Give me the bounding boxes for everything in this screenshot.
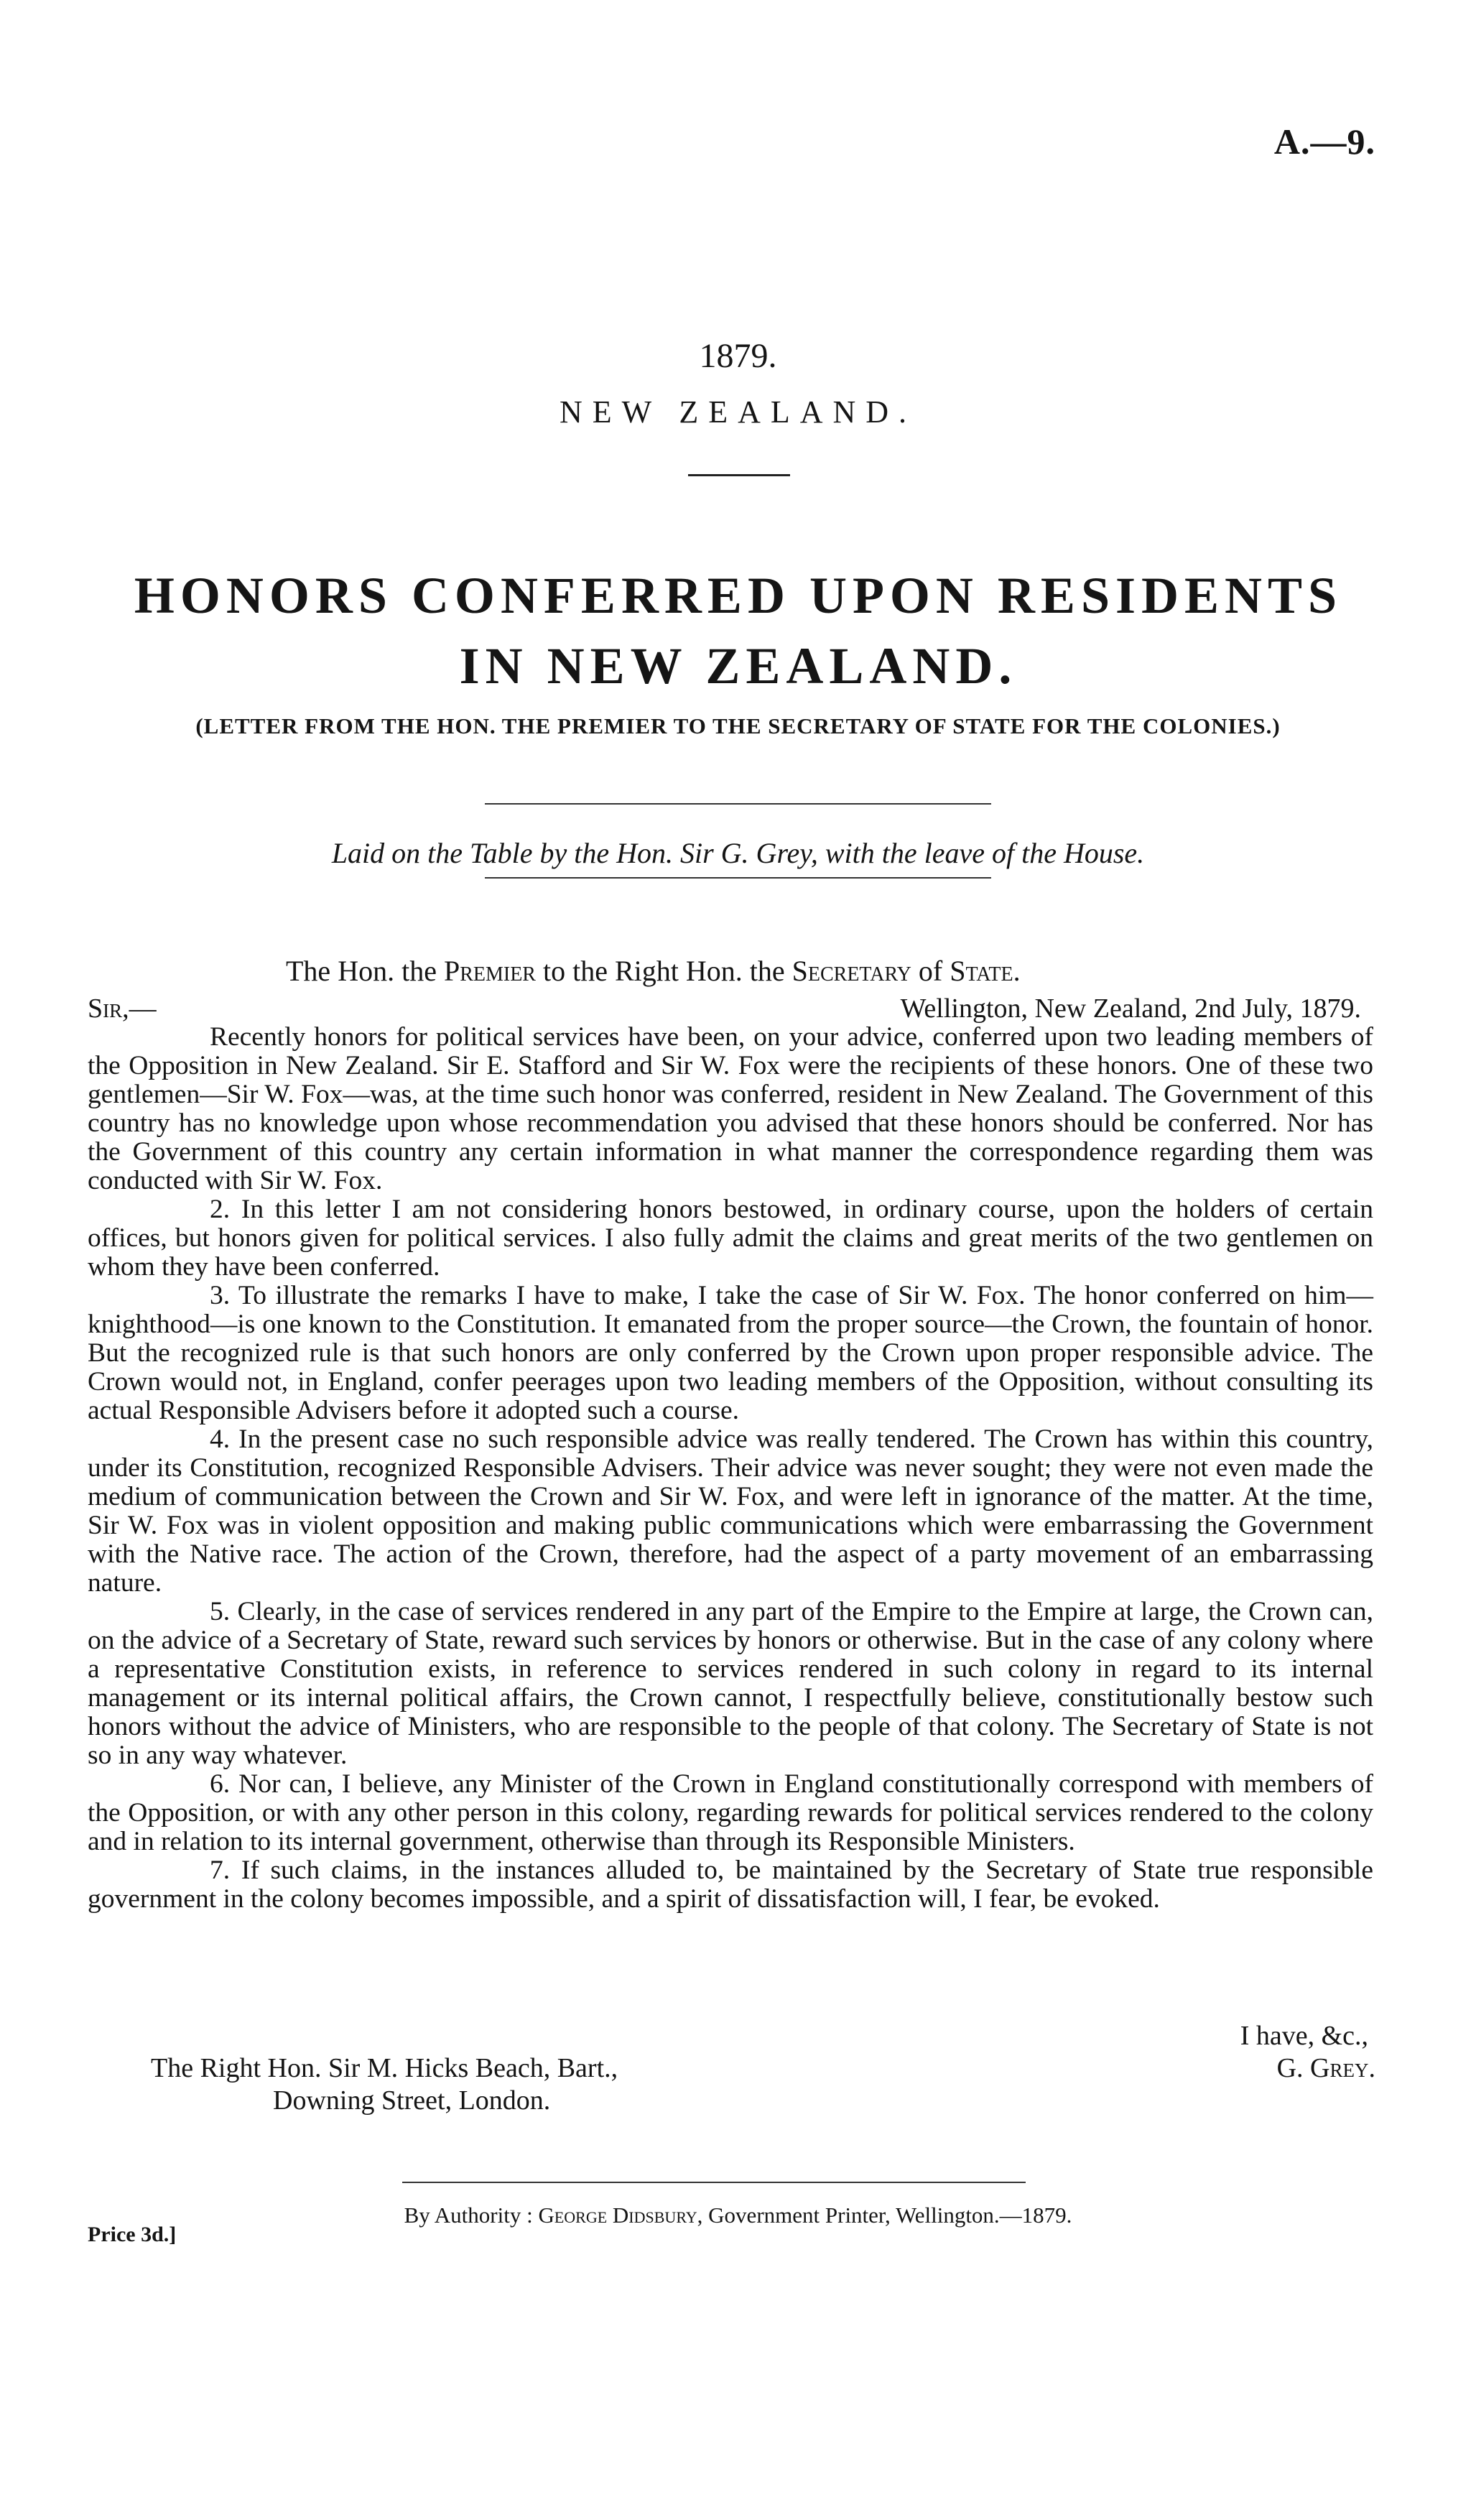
- paragraph: 6. Nor can, I believe, any Minister of the Crown in England constitutionally correspond with members of the Opposition, or with any other person in this colony, regarding rewards for political services rendered to the colony and in relation to its internal government, otherwise than through its Responsible Ministers.: [88, 1769, 1373, 1856]
- divider: [485, 877, 991, 879]
- paragraph: 4. In the present case no such responsible advice was really tendered. The Crown has within this country, under its Constitution, recognized Responsible Advisers. Their advice was never sought; they were not even made the medium of communication between the Crown and Sir W. Fox, and were left in ignorance of the matter. At the time, Sir W. Fox was in violent opposition and making public communications which were embarrassing the Government with the Native race. The action of the Crown, therefore, had the aspect of a party movement of an embarrassing nature.: [88, 1425, 1373, 1598]
- paragraph: Recently honors for political services have been, on your advice, conferred upon two leading members of the Opposition in New Zealand. Sir E. Stafford and Sir W. Fox were the recipients of these honors. One of these two gentlemen—Sir W. Fox—was, at the time such honor was conferred, resident in New Zealand. The Government of this country has no knowledge upon whose recommendation you advised that these honors should be conferred. Nor has the Government of this country any certain information in what manner the correspondence regarding them was conducted with Sir W. Fox.: [88, 1022, 1373, 1195]
- paragraph: 2. In this letter I am not considering honors bestowed, in ordinary course, upon the holders of certain offices, but honors given for political services. I also fully admit the claims and great merits of the two gentlemen on whom they have been conferred.: [88, 1195, 1373, 1282]
- letter-heading: [286, 954, 1021, 988]
- authority-prefix: By Authority :: [404, 2202, 533, 2228]
- paragraph: 7. If such claims, in the instances alluded to, be maintained by the Secretary of State true responsible government in the colony becomes impossible, and a spirit of dissatisfaction will, I fear, be evoked.: [88, 1856, 1373, 1914]
- heading-of: of: [918, 955, 943, 987]
- printer-name: George Didsbury,: [538, 2202, 703, 2228]
- printer-line: [0, 2202, 1476, 2228]
- closing: I have, &c.,: [1240, 2021, 1368, 2051]
- dateline: Wellington, New Zealand, 2nd July, 1879.: [900, 993, 1361, 1024]
- letter-body: [88, 1023, 1373, 1914]
- document-title: HONORS CONFERRED UPON RESIDENTS IN NEW ZEALAND.: [134, 567, 1343, 695]
- laid-on-table-note: Laid on the Table by the Hon. Sir G. Grey, with the leave of the House.: [331, 837, 1145, 869]
- heading-prefix: The Hon. the: [286, 955, 437, 987]
- country: NEW ZEALAND.: [559, 394, 917, 430]
- addressee-address: Downing Street, London.: [273, 2085, 551, 2116]
- year: 1879.: [699, 337, 777, 375]
- heading-to: Secretary: [792, 955, 911, 987]
- paper-reference: A.—9.: [1273, 121, 1375, 162]
- paragraph: 3. To illustrate the remarks I have to make, I take the case of Sir W. Fox. The honor conferred on him—knighthood—is one known to the Constitution. It emanated from the proper source—the Crown, the fountain of honor. But the recognized rule is that such honors are only conferred by the Crown upon proper responsible advice. The Crown would not, in England, confer peerages upon two leading members of the Opposition, without consulting its actual Responsible Advisers before it adopted such a course.: [88, 1281, 1373, 1425]
- printer-rest: Government Printer, Wellington.—1879.: [708, 2202, 1072, 2228]
- heading-from: Premier: [443, 955, 536, 987]
- heading-state: State.: [950, 955, 1021, 987]
- price: Price 3d.]: [88, 2223, 177, 2246]
- signature: G. Grey.: [1276, 2053, 1375, 2083]
- addressee: The Right Hon. Sir M. Hicks Beach, Bart.,: [151, 2053, 618, 2083]
- paragraph: 5. Clearly, in the case of services rendered in any part of the Empire to the Empire at large, the Crown can, on the advice of a Secretary of State, reward such services by honors or otherwise. But in the case of any colony where a representative Constitution exists, in reference to services rendered in such colony in regard to its internal management or its internal political affairs, the Crown cannot, I respectfully believe, constitutionally bestow such honors without the advice of Ministers, who are responsible to the people of that colony. The Secretary of State is not so in any way whatever.: [88, 1597, 1373, 1770]
- divider: [688, 474, 790, 476]
- heading-middle: to the Right Hon. the: [542, 955, 785, 987]
- salutation: Sir,—: [88, 993, 157, 1024]
- divider: [485, 803, 991, 805]
- divider: [402, 2182, 1026, 2183]
- document-subtitle: (LETTER FROM THE HON. THE PREMIER TO THE SECRETARY OF STATE FOR THE COLONIES.): [195, 713, 1281, 738]
